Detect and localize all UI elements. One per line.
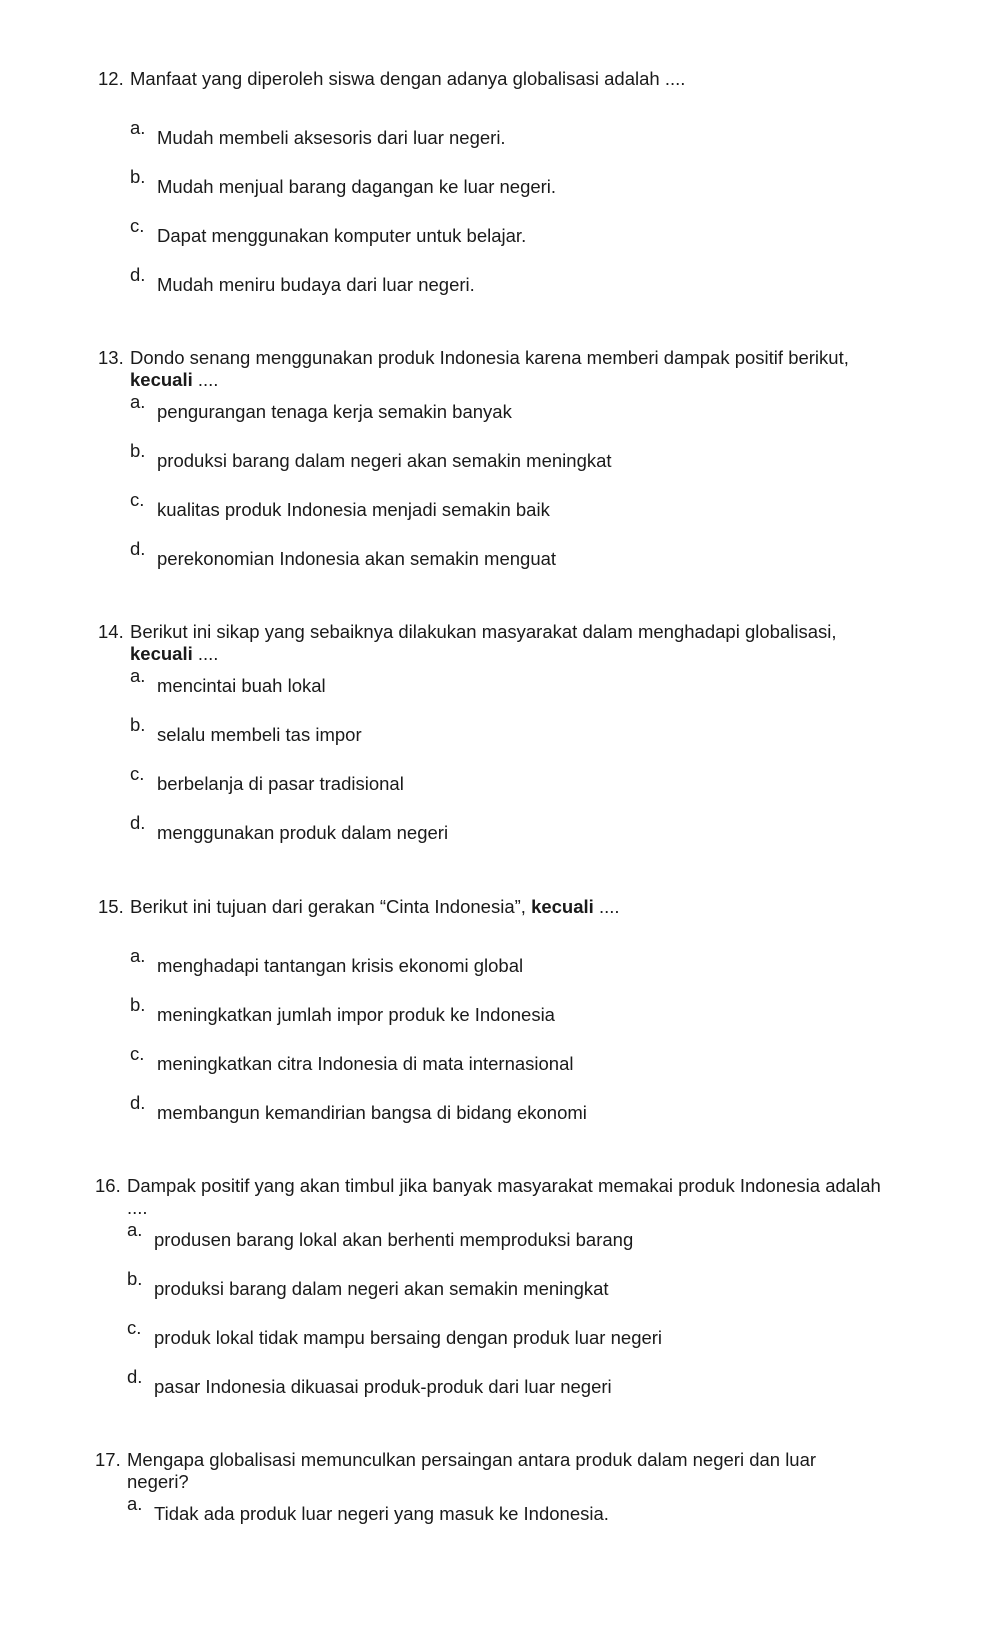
option-text: produksi barang dalam negeri akan semakin meningkat <box>157 450 612 471</box>
question-14 <box>98 621 850 861</box>
option-letter: d. <box>130 812 146 833</box>
option-text: kualitas produk Indonesia menjadi semakin baik <box>157 499 550 520</box>
question-15 <box>98 896 850 1141</box>
option-letter: b. <box>130 714 146 735</box>
question-text: Berikut ini tujuan dari gerakan “Cinta Indonesia”, kecuali .... <box>130 896 620 917</box>
option-text: Dapat menggunakan komputer untuk belajar. <box>157 225 527 246</box>
option-text: pasar Indonesia dikuasai produk-produk dari luar negeri <box>154 1376 612 1397</box>
option-letter: d. <box>130 264 146 285</box>
option-text: meningkatkan citra Indonesia di mata internasional <box>157 1053 574 1074</box>
question-number: 12. <box>98 68 124 89</box>
question-17 <box>95 1449 857 1542</box>
option-letter: b. <box>130 166 146 187</box>
option-b[interactable] <box>95 1268 887 1317</box>
question-12 <box>98 68 850 313</box>
option-b[interactable] <box>98 440 850 489</box>
option-letter: b. <box>130 440 146 461</box>
option-a[interactable] <box>98 391 850 440</box>
option-letter: d. <box>127 1366 143 1387</box>
option-a[interactable] <box>98 945 850 994</box>
question-stem <box>98 621 850 665</box>
option-letter: c. <box>130 489 145 510</box>
option-text: Mudah meniru budaya dari luar negeri. <box>157 274 475 295</box>
question-number: 13. <box>98 347 124 368</box>
question-stem <box>98 896 850 918</box>
question-text: Dampak positif yang akan timbul jika banyak masyarakat memakai produk Indonesia adalah .... <box>127 1175 881 1218</box>
option-letter: a. <box>130 945 146 966</box>
option-letter: a. <box>130 665 146 686</box>
option-a[interactable] <box>95 1493 857 1542</box>
option-letter: b. <box>130 994 146 1015</box>
option-letter: b. <box>127 1268 143 1289</box>
question-number: 15. <box>98 896 124 917</box>
option-c[interactable] <box>95 1317 887 1366</box>
option-c[interactable] <box>98 215 850 264</box>
question-text: Dondo senang menggunakan produk Indonesia karena memberi dampak positif berikut, kecuali .... <box>130 347 849 390</box>
option-letter: d. <box>130 1092 146 1113</box>
option-letter: a. <box>127 1219 143 1240</box>
option-text: menggunakan produk dalam negeri <box>157 822 449 843</box>
option-text: produk lokal tidak mampu bersaing dengan produk luar negeri <box>154 1327 663 1348</box>
option-text: membangun kemandirian bangsa di bidang ekonomi <box>157 1102 587 1123</box>
option-letter: c. <box>130 763 145 784</box>
question-number: 17. <box>95 1449 121 1470</box>
question-13 <box>98 347 850 587</box>
option-letter: c. <box>127 1317 142 1338</box>
option-letter: a. <box>127 1493 143 1514</box>
option-d[interactable] <box>98 538 850 587</box>
question-text: Manfaat yang diperoleh siswa dengan adanya globalisasi adalah .... <box>130 68 686 89</box>
option-text: berbelanja di pasar tradisional <box>157 773 404 794</box>
option-letter: d. <box>130 538 146 559</box>
option-b[interactable] <box>98 166 850 215</box>
option-text: meningkatkan jumlah impor produk ke Indonesia <box>157 1004 555 1025</box>
option-text: Mudah membeli aksesoris dari luar negeri. <box>157 127 506 148</box>
option-b[interactable] <box>98 714 850 763</box>
option-a[interactable] <box>95 1219 887 1268</box>
option-text: mencintai buah lokal <box>157 675 326 696</box>
option-text: produksi barang dalam negeri akan semakin meningkat <box>154 1278 609 1299</box>
option-c[interactable] <box>98 763 850 812</box>
option-text: menghadapi tantangan krisis ekonomi global <box>157 955 524 976</box>
option-c[interactable] <box>98 489 850 538</box>
option-d[interactable] <box>95 1366 887 1415</box>
option-b[interactable] <box>98 994 850 1043</box>
option-text: perekonomian Indonesia akan semakin menguat <box>157 548 557 569</box>
question-number: 16. <box>95 1175 121 1196</box>
question-stem <box>95 1175 887 1219</box>
option-c[interactable] <box>98 1043 850 1092</box>
option-text: pengurangan tenaga kerja semakin banyak <box>157 401 512 422</box>
question-text: Mengapa globalisasi memunculkan persaingan antara produk dalam negeri dan luar negeri? <box>127 1449 817 1492</box>
option-letter: c. <box>130 215 145 236</box>
question-stem <box>98 68 850 90</box>
question-stem <box>98 347 850 391</box>
option-text: produsen barang lokal akan berhenti memproduksi barang <box>154 1229 634 1250</box>
option-letter: a. <box>130 117 146 138</box>
option-letter: a. <box>130 391 146 412</box>
option-a[interactable] <box>98 665 850 714</box>
option-letter: c. <box>130 1043 145 1064</box>
option-a[interactable] <box>98 117 850 166</box>
option-text: Tidak ada produk luar negeri yang masuk ke Indonesia. <box>154 1503 609 1524</box>
option-text: selalu membeli tas impor <box>157 724 362 745</box>
option-d[interactable] <box>98 264 850 313</box>
question-number: 14. <box>98 621 124 642</box>
question-16 <box>95 1175 887 1415</box>
question-text: Berikut ini sikap yang sebaiknya dilakukan masyarakat dalam menghadapi globalisasi, kecuali .... <box>130 621 837 664</box>
option-d[interactable] <box>98 812 850 861</box>
question-stem <box>95 1449 857 1493</box>
option-text: Mudah menjual barang dagangan ke luar negeri. <box>157 176 557 197</box>
option-d[interactable] <box>98 1092 850 1141</box>
